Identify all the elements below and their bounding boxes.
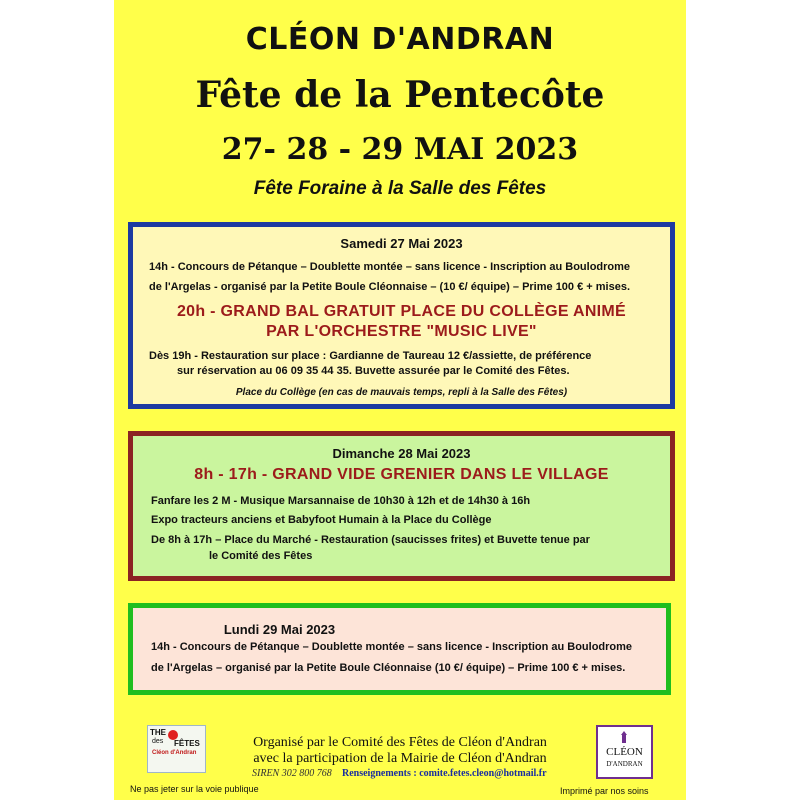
sunday-headline: 8h - 17h - GRAND VIDE GRENIER DANS LE VILLAGE — [194, 466, 609, 483]
event-subtitle: Fête Foraine à la Salle des Fêtes — [253, 178, 547, 199]
sunday-line-2: Expo tracteurs anciens et Babyfoot Humain à la Place du Collège — [151, 514, 492, 526]
logo-left-text-1: THE — [150, 728, 166, 737]
saturday-location-note: Place du Collège (en cas de mauvais temps, repli à la Salle des Fêtes) — [235, 387, 568, 398]
event-dates: 27- 28 - 29 MAI 2023 — [221, 132, 579, 167]
town-title: CLÉON D'ANDRAN — [245, 22, 555, 57]
sunday-line-3: De 8h à 17h – Place du Marché - Restauration (saucisses frites) et Buvette tenue par — [151, 534, 590, 546]
mairie-logo — [596, 725, 653, 779]
logo-right-text-2: D'ANDRAN — [606, 760, 643, 768]
saturday-headline-1: 20h - GRAND BAL GRATUIT PLACE DU COLLÈGE ANIMÉ — [176, 303, 627, 320]
logo-left-text-2: des — [152, 738, 164, 745]
monday-line-2: de l'Argelas – organisé par la Petite Boule Cléonnaise (10 €/ équipe) – Prime 100 € + mises. — [151, 662, 626, 674]
printed-by-note: Imprimé par nos soins — [560, 786, 649, 796]
organizer-line-2: avec la participation de la Mairie de Cléon d'Andran — [253, 751, 547, 766]
saturday-day-title: Samedi 27 Mai 2023 — [340, 236, 463, 251]
event-title: Fête de la Pentecôte — [195, 74, 605, 116]
monday-day-title: Lundi 29 Mai 2023 — [223, 622, 336, 637]
logo-left-text-4: Cléon d'Andran — [152, 750, 197, 756]
saturday-box — [128, 222, 675, 409]
monday-line-1: 14h - Concours de Pétanque – Doublette montée – sans licence - Inscription au Boulodrome — [151, 641, 633, 653]
sunday-line-1: Fanfare les 2 M - Musique Marsannaise de 10h30 à 12h et de 14h30 à 16h — [151, 495, 531, 507]
saturday-line-2: de l'Argelas - organisé par la Petite Boule Cléonnaise – (10 €/ équipe) – Prime 100 € + mises. — [149, 281, 631, 293]
logo-left-text-3: FÊTES — [174, 739, 200, 748]
saturday-line-1: 14h - Concours de Pétanque – Doublette montée – sans licence - Inscription au Boulodrome — [149, 261, 631, 273]
saturday-line-3: Dès 19h - Restauration sur place : Gardianne de Taureau 12 €/assiette, de préférence — [149, 350, 592, 362]
organizer-line-1: Organisé par le Comité des Fêtes de Cléon d'Andran — [253, 735, 547, 750]
saturday-line-4: sur réservation au 06 09 35 44 35. Buvette assurée par le Comité des Fêtes. — [177, 365, 570, 377]
sunday-line-4: le Comité des Fêtes — [209, 550, 313, 562]
sunday-box — [128, 431, 675, 581]
sunday-day-title: Dimanche 28 Mai 2023 — [332, 446, 471, 461]
logo-right-text-1: CLÉON — [606, 746, 643, 758]
contact-email: Renseignements : comite.fetes.cleon@hotmail.fr — [342, 768, 547, 779]
monday-box — [128, 603, 671, 695]
comite-des-fetes-logo — [147, 725, 206, 773]
church-icon — [618, 731, 630, 743]
saturday-headline-2: PAR L'ORCHESTRE "MUSIC LIVE" — [266, 323, 537, 340]
do-not-litter-note: Ne pas jeter sur la voie publique — [130, 784, 259, 794]
siren-number: SIREN 302 800 768 — [252, 768, 332, 779]
